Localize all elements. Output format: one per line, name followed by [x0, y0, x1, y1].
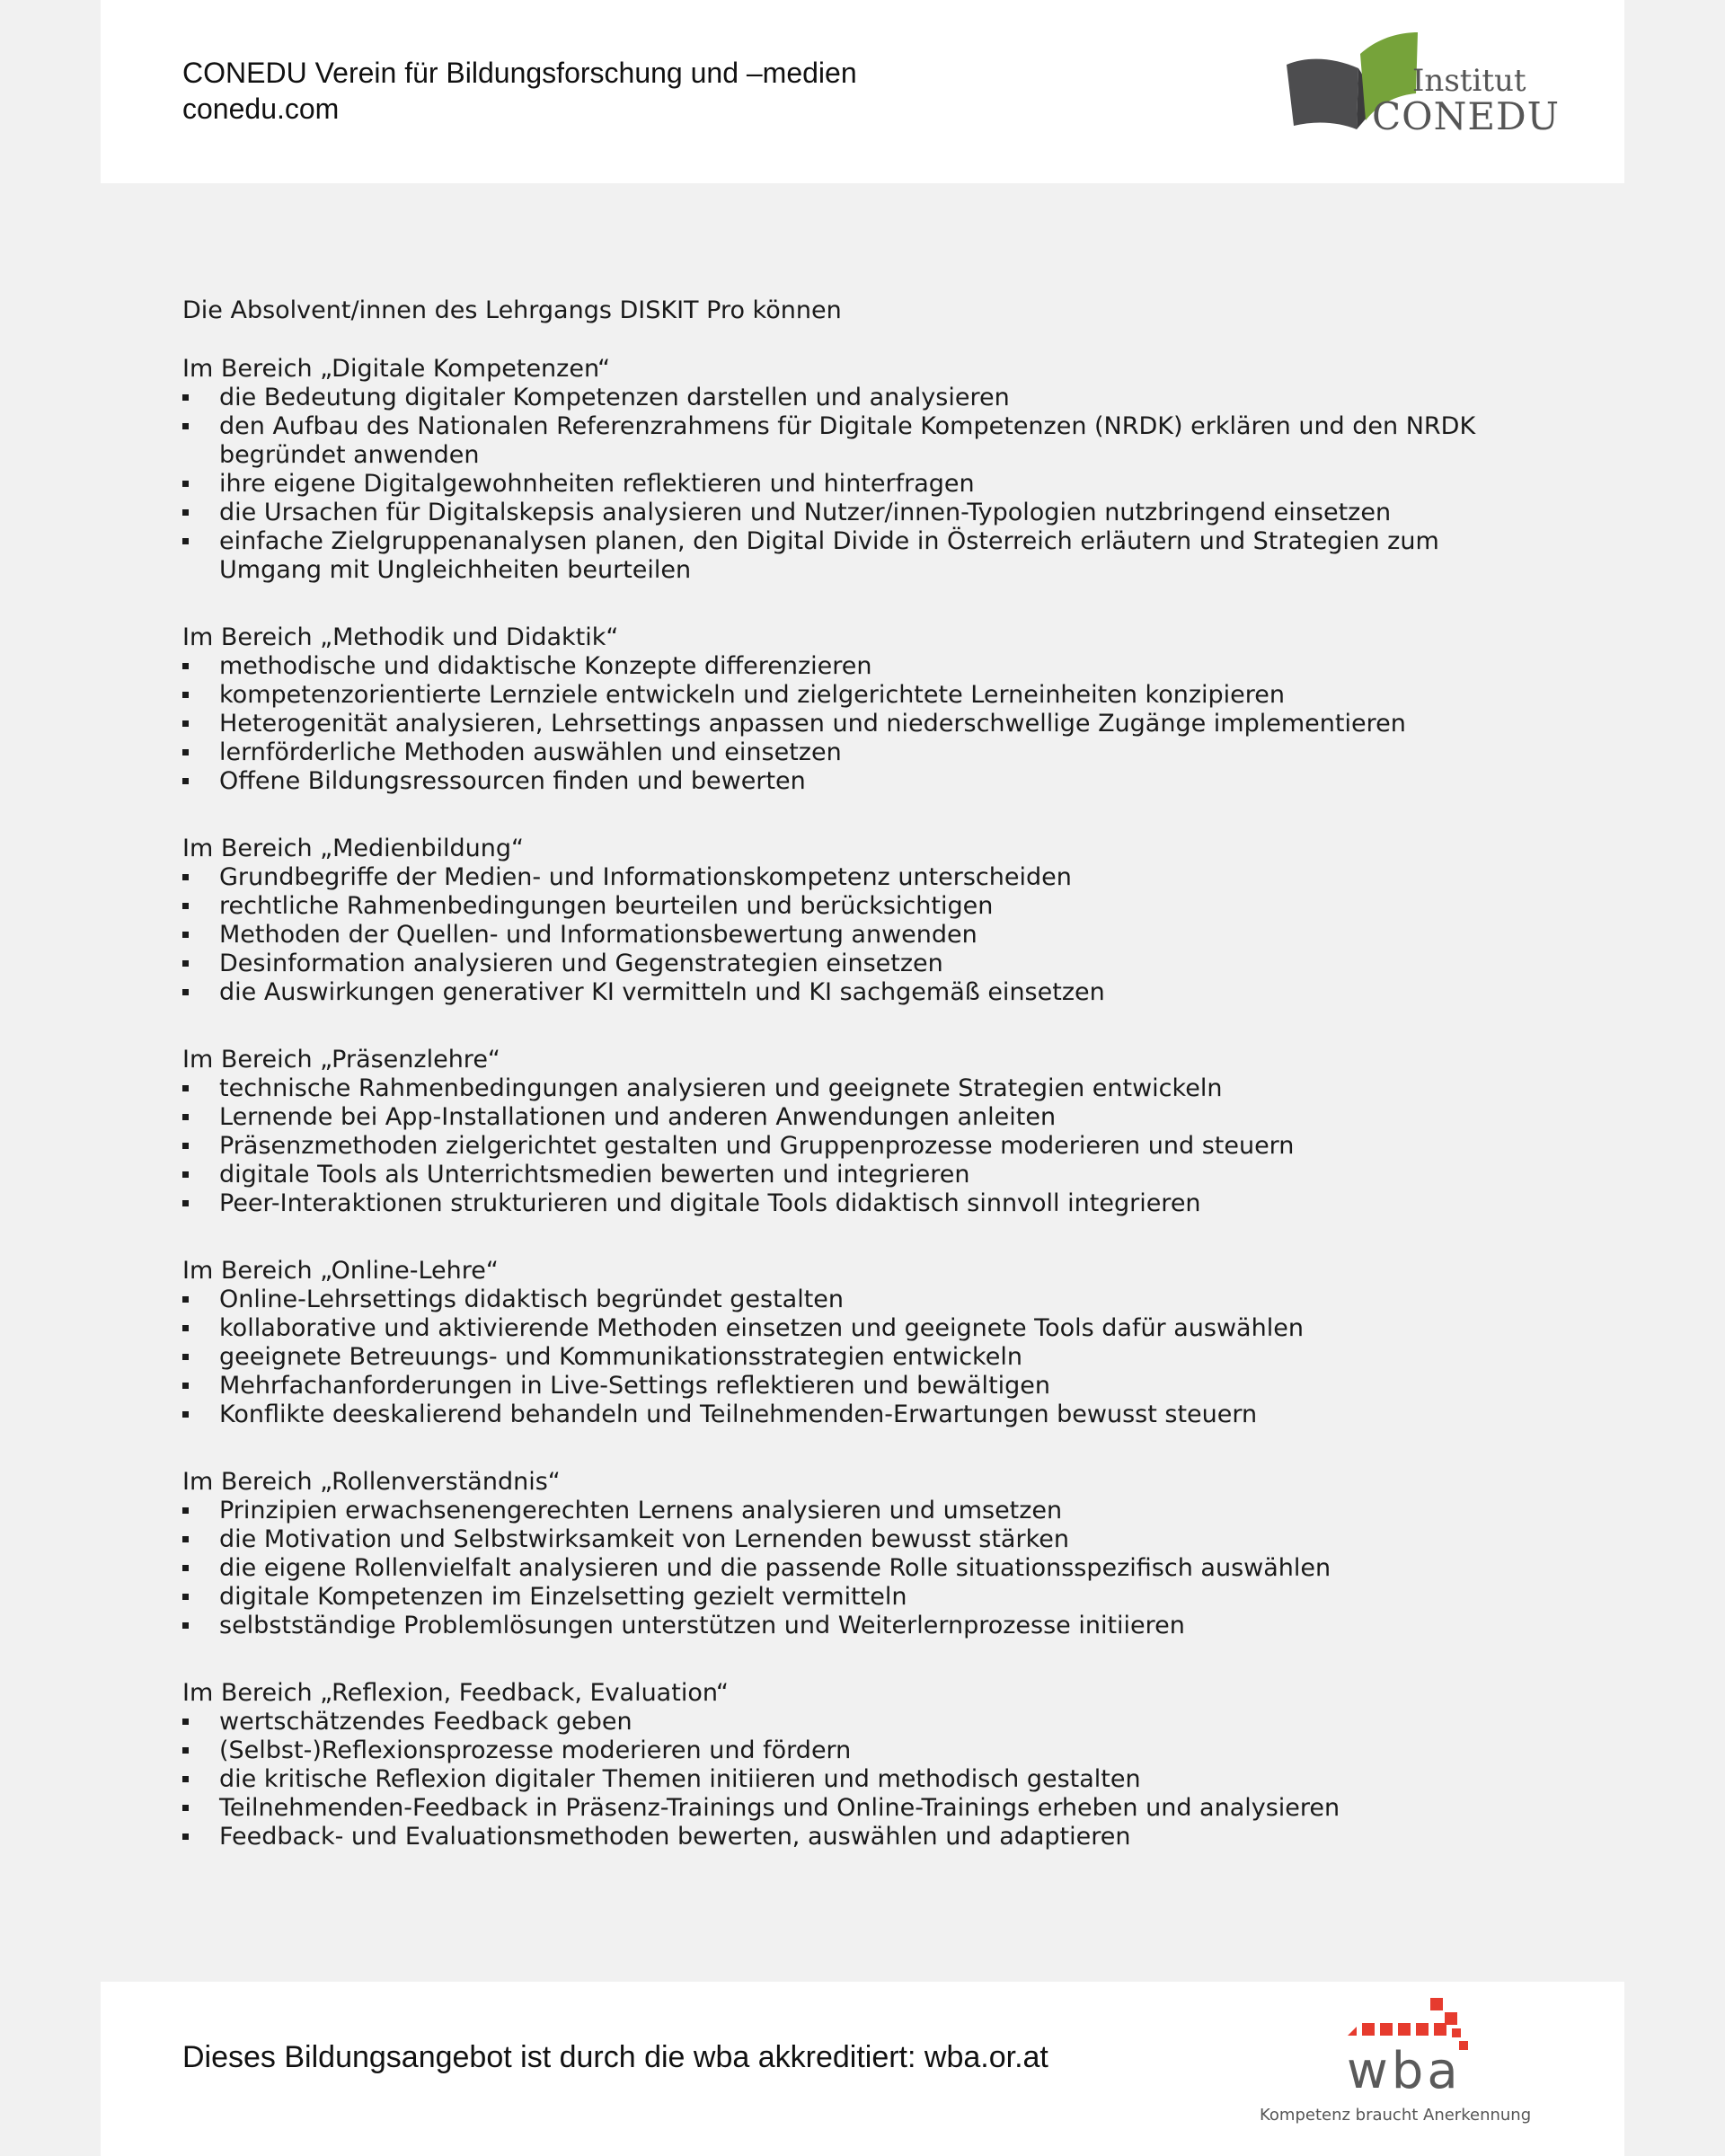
square-bullet-icon	[182, 720, 189, 727]
square-bullet-icon	[182, 1171, 189, 1178]
list-item-text: die eigene Rollenvielfalt analysieren und die passende Rolle situationsspezifisch auswählen	[219, 1554, 1331, 1582]
list-item-text: wertschätzendes Feedback geben	[219, 1708, 632, 1736]
square-bullet-icon	[182, 1411, 189, 1418]
square-bullet-icon	[182, 1114, 189, 1120]
square-bullet-icon	[182, 663, 189, 669]
wba-wordmark: wba	[1347, 2042, 1462, 2100]
square-bullet-icon	[182, 394, 189, 401]
square-bullet-icon	[182, 1325, 189, 1331]
square-bullet-icon	[182, 1776, 189, 1782]
competence-list	[182, 1286, 1548, 1429]
intro-text: Die Absolvent/innen des Lehrgangs DISKIT Pro können	[182, 296, 842, 324]
competence-list	[182, 384, 1548, 585]
list-item-text: die Motivation und Selbstwirksamkeit von Lernenden bewusst stärken	[219, 1525, 1069, 1553]
square-bullet-icon	[182, 692, 189, 698]
section-heading: Im Bereich „Methodik und Didaktik“	[182, 623, 619, 651]
section-heading: Im Bereich „Medienbildung“	[182, 835, 525, 862]
list-item	[182, 978, 1548, 1007]
page-header	[101, 0, 1624, 183]
list-item	[182, 681, 1548, 710]
competence-section	[182, 623, 1548, 796]
square-bullet-icon	[182, 1622, 189, 1629]
list-item	[182, 499, 1548, 527]
list-item-text: digitale Kompetenzen im Einzelsetting gezielt vermitteln	[219, 1583, 907, 1611]
square-bullet-icon	[182, 1536, 189, 1542]
list-item	[182, 1314, 1548, 1343]
square-bullet-icon	[182, 1805, 189, 1811]
list-item-text: die Bedeutung digitaler Kompetenzen darstellen und analysieren	[219, 384, 1010, 411]
list-item-text: Prinzipien erwachsenengerechten Lernens analysieren und umsetzen	[219, 1497, 1063, 1524]
logo-word-conedu: CONEDU	[1372, 94, 1561, 138]
square-bullet-icon	[182, 1296, 189, 1303]
competence-section	[182, 1679, 1548, 1851]
section-heading: Im Bereich „Reflexion, Feedback, Evaluation“	[182, 1679, 729, 1707]
section-heading: Im Bereich „Online-Lehre“	[182, 1257, 499, 1285]
square-bullet-icon	[182, 874, 189, 880]
competence-list	[182, 1497, 1548, 1640]
list-item-text: Heterogenität analysieren, Lehrsettings anpassen und niederschwellige Zugänge implementieren	[219, 710, 1406, 738]
section-heading: Im Bereich „Präsenzlehre“	[182, 1046, 500, 1074]
list-item-text: die Auswirkungen generativer KI vermitteln und KI sachgemäß einsetzen	[219, 978, 1105, 1006]
wba-tagline: Kompetenz braucht Anerkennung	[1260, 2106, 1532, 2125]
square-bullet-icon	[182, 1383, 189, 1389]
list-item	[182, 1161, 1548, 1189]
list-item-text: den Aufbau des Nationalen Referenzrahmens für Digitale Kompetenzen (NRDK) erklären und den NRDK begründet anwenden	[219, 412, 1476, 469]
list-item-text: die Ursachen für Digitalskepsis analysieren und Nutzer/innen-Typologien nutzbringend einsetzen	[219, 499, 1392, 526]
list-item	[182, 1736, 1548, 1765]
list-item-text: Präsenzmethoden zielgerichtet gestalten und Gruppenprozesse moderieren und steuern	[219, 1132, 1295, 1160]
list-item	[182, 738, 1548, 767]
list-item	[182, 1372, 1548, 1401]
list-item	[182, 652, 1548, 681]
list-item	[182, 710, 1548, 738]
list-item-text: Desinformation analysieren und Gegenstrategien einsetzen	[219, 950, 943, 977]
list-item-text: Teilnehmenden-Feedback in Präsenz-Trainings und Online-Trainings erheben und analysieren	[219, 1794, 1340, 1822]
list-item-text: Mehrfachanforderungen in Live-Settings reflektieren und bewältigen	[219, 1372, 1051, 1400]
list-item	[182, 412, 1548, 470]
section-heading: Im Bereich „Digitale Kompetenzen“	[182, 355, 611, 383]
list-item-text: kompetenzorientierte Lernziele entwickeln und zielgerichtete Lerneinheiten konzipieren	[219, 681, 1286, 709]
square-bullet-icon	[182, 1143, 189, 1149]
list-item	[182, 1794, 1548, 1823]
competence-section	[182, 1046, 1548, 1218]
list-item-text: ihre eigene Digitalgewohnheiten reflektieren und hinterfragen	[219, 470, 975, 498]
list-item	[182, 1103, 1548, 1132]
list-item-text: Offene Bildungsressourcen finden und bewerten	[219, 767, 806, 795]
org-name: CONEDU Verein für Bildungsforschung und –medien	[182, 57, 857, 89]
header-text	[182, 55, 857, 127]
website-link[interactable]: conedu.com	[182, 93, 340, 125]
list-item	[182, 1074, 1548, 1103]
list-item	[182, 1497, 1548, 1525]
square-bullet-icon	[182, 1833, 189, 1840]
accreditation-text: Dieses Bildungsangebot ist durch die wba akkreditiert: wba.or.at	[182, 2040, 1048, 2074]
logo-word-institut: Institut	[1412, 63, 1526, 99]
list-item	[182, 1583, 1548, 1612]
list-item-text: die kritische Reflexion digitaler Themen initiieren und methodisch gestalten	[219, 1765, 1141, 1793]
list-item	[182, 892, 1548, 921]
list-item-text: Grundbegriffe der Medien- und Informationskompetenz unterscheiden	[219, 863, 1072, 891]
list-item	[182, 950, 1548, 978]
list-item	[182, 1189, 1548, 1218]
list-item	[182, 767, 1548, 796]
square-bullet-icon	[182, 1507, 189, 1514]
square-bullet-icon	[182, 749, 189, 755]
list-item-text: Feedback- und Evaluationsmethoden bewerten, auswählen und adaptieren	[219, 1823, 1131, 1851]
list-item	[182, 1286, 1548, 1314]
list-item	[182, 384, 1548, 412]
list-item-text: kollaborative und aktivierende Methoden einsetzen und geeignete Tools dafür auswählen	[219, 1314, 1304, 1342]
list-item-text: (Selbst-)Reflexionsprozesse moderieren und fördern	[219, 1736, 852, 1764]
list-item	[182, 470, 1548, 499]
competence-section	[182, 835, 1548, 1007]
square-bullet-icon	[182, 989, 189, 995]
list-item-text: Lernende bei App-Installationen und anderen Anwendungen anleiten	[219, 1103, 1057, 1131]
square-bullet-icon	[182, 1747, 189, 1754]
square-bullet-icon	[182, 903, 189, 909]
page-footer	[101, 1982, 1624, 2156]
square-bullet-icon	[182, 1354, 189, 1360]
list-item	[182, 1525, 1548, 1554]
list-item-text: Online-Lehrsettings didaktisch begründet gestalten	[219, 1286, 845, 1313]
list-item-text: Konflikte deeskalierend behandeln und Teilnehmenden-Erwartungen bewusst steuern	[219, 1401, 1258, 1428]
list-item-text: lernförderliche Methoden auswählen und einsetzen	[219, 738, 842, 766]
list-item	[182, 1765, 1548, 1794]
square-bullet-icon	[182, 509, 189, 516]
list-item	[182, 1612, 1548, 1640]
competence-section	[182, 1468, 1548, 1640]
square-bullet-icon	[182, 538, 189, 544]
competence-section	[182, 1257, 1548, 1429]
list-item	[182, 527, 1548, 585]
square-bullet-icon	[182, 778, 189, 784]
list-item-text: technische Rahmenbedingungen analysieren und geeignete Strategien entwickeln	[219, 1074, 1223, 1102]
square-bullet-icon	[182, 932, 189, 938]
list-item-text: selbstständige Problemlösungen unterstützen und Weiterlernprozesse initiieren	[219, 1612, 1185, 1639]
competence-list	[182, 1074, 1548, 1218]
list-item	[182, 1401, 1548, 1429]
list-item-text: rechtliche Rahmenbedingungen beurteilen und berücksichtigen	[219, 892, 994, 920]
list-item	[182, 1132, 1548, 1161]
square-bullet-icon	[182, 1565, 189, 1571]
main-content	[182, 296, 1548, 1890]
competence-list	[182, 1708, 1548, 1851]
wba-logo	[1260, 1991, 1556, 2152]
competence-list	[182, 652, 1548, 796]
square-bullet-icon	[182, 423, 189, 429]
conedu-logo	[1285, 27, 1572, 153]
sections-container	[182, 355, 1548, 1851]
list-item	[182, 1554, 1548, 1583]
square-bullet-icon	[182, 481, 189, 487]
list-item-text: geeignete Betreuungs- und Kommunikationsstrategien entwickeln	[219, 1343, 1022, 1371]
list-item	[182, 1708, 1548, 1736]
square-bullet-icon	[182, 1085, 189, 1091]
list-item	[182, 921, 1548, 950]
list-item-text: Peer-Interaktionen strukturieren und digitale Tools didaktisch sinnvoll integrieren	[219, 1189, 1201, 1217]
competence-list	[182, 863, 1548, 1007]
list-item-text: methodische und didaktische Konzepte differenzieren	[219, 652, 872, 680]
square-bullet-icon	[182, 960, 189, 967]
square-bullet-icon	[182, 1200, 189, 1206]
list-item-text: einfache Zielgruppenanalysen planen, den Digital Divide in Österreich erläutern und Strategien zum Umgang mit Ungleichheiten beurteilen	[219, 527, 1439, 584]
list-item	[182, 1343, 1548, 1372]
list-item	[182, 863, 1548, 892]
competence-section	[182, 355, 1548, 585]
square-bullet-icon	[182, 1719, 189, 1725]
list-item-text: Methoden der Quellen- und Informationsbewertung anwenden	[219, 921, 978, 949]
square-bullet-icon	[182, 1594, 189, 1600]
list-item-text: digitale Tools als Unterrichtsmedien bewerten und integrieren	[219, 1161, 970, 1188]
section-heading: Im Bereich „Rollenverständnis“	[182, 1468, 561, 1496]
list-item	[182, 1823, 1548, 1851]
